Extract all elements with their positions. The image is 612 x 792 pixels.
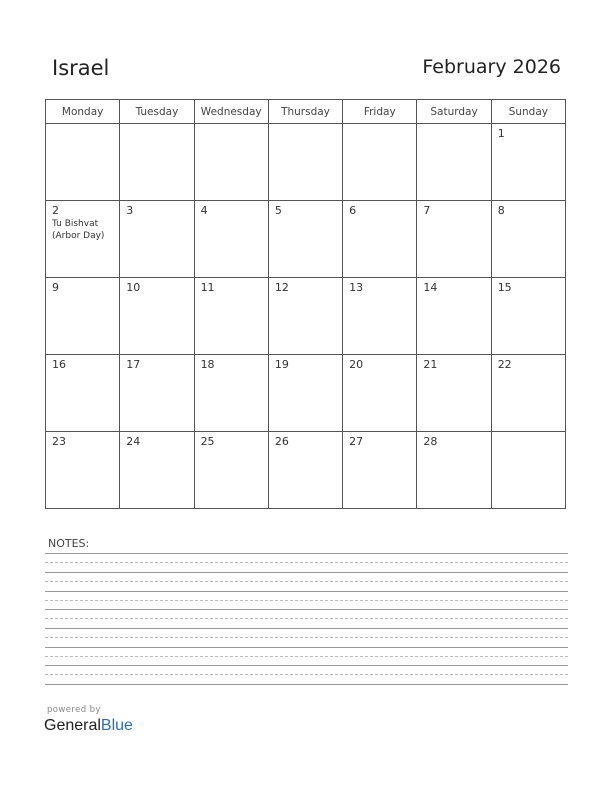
day-number: 4 [200,204,208,217]
holiday-label: Tu Bishvat (Arbor Day) [52,219,105,242]
day-number [269,124,342,128]
day-number: 16 [52,358,66,371]
brand-logo[interactable] [44,717,133,735]
notes-line [45,628,568,629]
day-number: 15 [497,281,512,294]
day-cell [120,124,194,201]
day-cell [491,278,565,355]
weekday-monday: Monday [46,100,120,124]
day-cell [46,124,120,201]
day-cell [491,201,565,278]
day-number: 18 [200,358,215,371]
day-cell [491,124,565,201]
day-cell [268,432,342,509]
notes-guide-line [45,637,568,638]
day-number: 23 [52,435,66,448]
day-number: 6 [349,204,357,217]
weekday-thursday: Thursday [268,100,342,124]
day-cell [417,355,491,432]
week-row [46,432,566,509]
notes-line [45,591,568,592]
notes-line [45,572,568,573]
day-number: 5 [274,204,282,217]
weekday-sunday: Sunday [491,100,565,124]
day-number: 3 [126,204,134,217]
powered-by-text: powered by [47,705,101,715]
notes-guide-line [45,600,568,601]
day-cell [268,201,342,278]
notes-guide-line [45,581,568,582]
day-number: 11 [200,281,215,294]
day-cell [194,355,268,432]
day-cell [120,355,194,432]
week-row [46,355,566,432]
day-number: 9 [52,281,59,294]
day-number: 13 [349,281,364,294]
day-cell [491,355,565,432]
day-cell [46,278,120,355]
day-number: 22 [497,358,512,371]
day-cell [120,432,194,509]
day-cell [417,201,491,278]
day-cell [343,278,417,355]
day-number [343,124,416,128]
day-cell [417,124,491,201]
day-cell [194,432,268,509]
day-number: 10 [126,281,141,294]
day-number [417,124,490,128]
week-row [46,124,566,201]
day-cell [491,432,565,509]
day-cell [343,124,417,201]
notes-guide-line [45,656,568,657]
day-number: 7 [423,204,431,217]
day-number: 27 [349,435,364,448]
day-number: 19 [274,358,289,371]
weekday-header-row [46,100,566,124]
day-cell [343,355,417,432]
day-cell [120,278,194,355]
day-number: 28 [423,435,438,448]
day-cell [417,432,491,509]
day-number [46,124,119,128]
day-number: 14 [423,281,438,294]
day-cell [46,432,120,509]
day-number [120,124,193,128]
brand-name-part2: Blue [100,717,133,734]
day-cell [46,355,120,432]
country-title: Israel [52,56,110,80]
day-number: 12 [274,281,289,294]
day-number: 17 [126,358,141,371]
day-number: 26 [274,435,289,448]
day-cell [120,201,194,278]
day-number: 21 [423,358,438,371]
day-cell [343,432,417,509]
weekday-friday: Friday [343,100,417,124]
notes-line [45,609,568,610]
day-cell [194,201,268,278]
day-cell [268,124,342,201]
day-number [492,432,565,436]
calendar-grid [45,99,566,509]
day-number: 1 [497,127,505,140]
notes-label: NOTES: [48,537,90,550]
notes-line [45,647,568,648]
week-row [46,201,566,278]
week-row [46,278,566,355]
notes-line [45,665,568,666]
notes-line [45,553,568,554]
weekday-tuesday: Tuesday [120,100,194,124]
day-number: 24 [126,435,141,448]
day-cell [194,124,268,201]
day-number: 25 [200,435,215,448]
notes-line [45,684,568,685]
day-number: 2 [52,204,59,217]
day-number [195,124,268,128]
brand-name-part1: General [44,717,101,734]
day-cell [268,355,342,432]
month-year-title: February 2026 [422,56,561,78]
notes-guide-line [45,618,568,619]
notes-guide-line [45,674,568,675]
day-number: 20 [349,358,364,371]
day-number: 8 [497,204,505,217]
notes-guide-line [45,562,568,563]
weekday-wednesday: Wednesday [194,100,268,124]
day-cell [46,201,120,278]
day-cell [343,201,417,278]
weekday-saturday: Saturday [417,100,491,124]
day-cell [417,278,491,355]
day-cell [268,278,342,355]
day-cell [194,278,268,355]
